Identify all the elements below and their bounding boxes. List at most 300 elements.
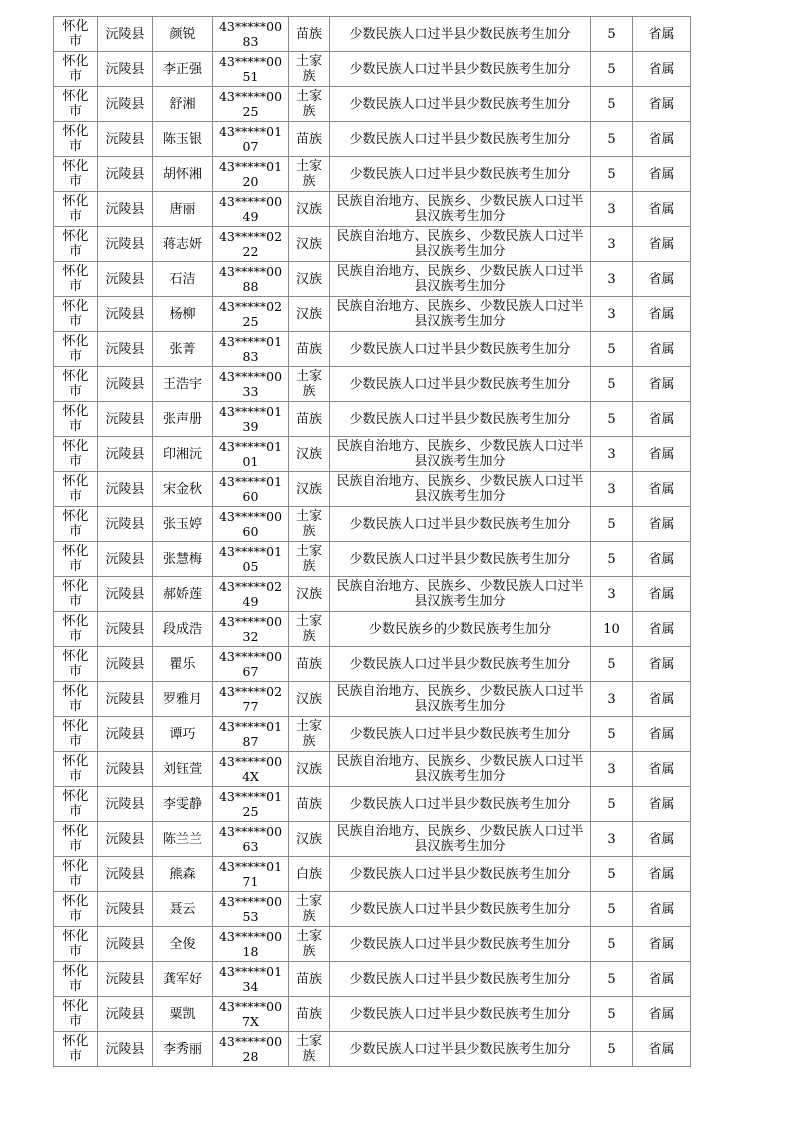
review-level-cell <box>633 332 691 367</box>
county-cell-text: 沅陵县 <box>105 936 145 952</box>
city-cell-text: 怀化市 <box>62 719 89 749</box>
county-cell <box>98 332 153 367</box>
id-number-cell-text: 43*****0134 <box>218 964 283 994</box>
ethnicity-cell-text: 土家族 <box>295 1034 322 1064</box>
name-cell <box>153 262 213 297</box>
ethnicity-cell <box>289 262 330 297</box>
county-cell-text: 沅陵县 <box>105 271 145 287</box>
bonus-points-cell <box>591 192 633 227</box>
ethnicity-cell-text: 土家族 <box>295 159 322 189</box>
bonus-reason-cell-text: 民族自治地方、民族乡、少数民族人口过半县汉族考生加分 <box>336 754 584 784</box>
bonus-reason-cell <box>330 577 591 612</box>
review-level-cell-text: 省属 <box>648 691 675 707</box>
city-cell-text: 怀化市 <box>62 789 89 819</box>
county-cell <box>98 857 153 892</box>
name-cell <box>153 577 213 612</box>
id-number-cell <box>213 122 289 157</box>
bonus-reason-cell-text: 民族自治地方、民族乡、少数民族人口过半县汉族考生加分 <box>336 194 584 224</box>
table-row <box>54 787 691 822</box>
review-level-cell-text: 省属 <box>648 516 675 532</box>
bonus-points-cell <box>591 577 633 612</box>
bonus-reason-cell-text: 民族自治地方、民族乡、少数民族人口过半县汉族考生加分 <box>336 439 584 469</box>
id-number-cell-text: 43*****0183 <box>218 334 283 364</box>
bonus-points-cell-text: 3 <box>607 761 616 777</box>
name-cell <box>153 927 213 962</box>
bonus-reason-cell <box>330 1032 591 1067</box>
city-cell <box>54 192 98 227</box>
city-cell <box>54 402 98 437</box>
review-level-cell <box>633 682 691 717</box>
table-row <box>54 87 691 122</box>
ethnicity-cell-text: 苗族 <box>295 131 322 147</box>
table-row <box>54 857 691 892</box>
city-cell-text: 怀化市 <box>62 54 89 84</box>
bonus-points-cell <box>591 122 633 157</box>
county-cell <box>98 402 153 437</box>
table-row <box>54 647 691 682</box>
bonus-points-cell-text: 5 <box>607 26 616 42</box>
table-row <box>54 297 691 332</box>
city-cell-text: 怀化市 <box>62 159 89 189</box>
name-cell-text: 胡怀湘 <box>162 166 202 182</box>
bonus-reason-cell <box>330 717 591 752</box>
id-number-cell <box>213 542 289 577</box>
bonus-reason-cell-text: 少数民族人口过半县少数民族考生加分 <box>349 26 571 42</box>
name-cell-text: 唐丽 <box>169 201 196 217</box>
county-cell <box>98 297 153 332</box>
ethnicity-cell-text: 土家族 <box>295 54 322 84</box>
review-level-cell-text: 省属 <box>648 306 675 322</box>
bonus-reason-cell <box>330 752 591 787</box>
id-number-cell <box>213 857 289 892</box>
county-cell <box>98 192 153 227</box>
bonus-points-cell-text: 5 <box>607 1006 616 1022</box>
ethnicity-cell-text: 汉族 <box>295 236 322 252</box>
ethnicity-cell-text: 土家族 <box>295 509 322 539</box>
county-cell <box>98 157 153 192</box>
bonus-points-cell-text: 5 <box>607 656 616 672</box>
bonus-reason-cell-text: 少数民族人口过半县少数民族考生加分 <box>349 341 571 357</box>
city-cell <box>54 857 98 892</box>
city-cell-text: 怀化市 <box>62 684 89 714</box>
bonus-reason-cell-text: 少数民族人口过半县少数民族考生加分 <box>349 726 571 742</box>
review-level-cell <box>633 472 691 507</box>
city-cell <box>54 507 98 542</box>
county-cell-text: 沅陵县 <box>105 131 145 147</box>
id-number-cell-text: 43*****0049 <box>218 194 283 224</box>
name-cell-text: 刘钰萱 <box>162 761 202 777</box>
id-number-cell <box>213 297 289 332</box>
review-level-cell-text: 省属 <box>648 796 675 812</box>
city-cell-text: 怀化市 <box>62 89 89 119</box>
county-cell-text: 沅陵县 <box>105 306 145 322</box>
city-cell-text: 怀化市 <box>62 229 89 259</box>
review-level-cell <box>633 157 691 192</box>
city-cell <box>54 752 98 787</box>
bonus-points-cell <box>591 612 633 647</box>
review-level-cell <box>633 227 691 262</box>
id-number-cell <box>213 892 289 927</box>
county-cell-text: 沅陵县 <box>105 481 145 497</box>
review-level-cell <box>633 122 691 157</box>
county-cell <box>98 647 153 682</box>
name-cell <box>153 507 213 542</box>
table-row <box>54 752 691 787</box>
county-cell-text: 沅陵县 <box>105 866 145 882</box>
bonus-reason-cell <box>330 227 591 262</box>
county-cell <box>98 682 153 717</box>
bonus-points-cell-text: 3 <box>607 831 616 847</box>
bonus-points-cell-text: 3 <box>607 271 616 287</box>
city-cell-text: 怀化市 <box>62 999 89 1029</box>
ethnicity-cell-text: 汉族 <box>295 306 322 322</box>
ethnicity-cell <box>289 157 330 192</box>
name-cell-text: 全俊 <box>169 936 196 952</box>
bonus-reason-cell-text: 民族自治地方、民族乡、少数民族人口过半县汉族考生加分 <box>336 684 584 714</box>
review-level-cell-text: 省属 <box>648 726 675 742</box>
bonus-reason-cell-text: 少数民族人口过半县少数民族考生加分 <box>349 411 571 427</box>
name-cell-text: 陈兰兰 <box>162 831 202 847</box>
review-level-cell-text: 省属 <box>648 446 675 462</box>
bonus-points-cell-text: 5 <box>607 866 616 882</box>
bonus-points-cell <box>591 52 633 87</box>
review-level-cell-text: 省属 <box>648 1006 675 1022</box>
review-level-cell <box>633 647 691 682</box>
county-cell-text: 沅陵县 <box>105 96 145 112</box>
id-number-cell-text: 43*****0060 <box>218 509 283 539</box>
review-level-cell <box>633 962 691 997</box>
bonus-points-cell-text: 3 <box>607 306 616 322</box>
review-level-cell <box>633 402 691 437</box>
bonus-points-cell <box>591 402 633 437</box>
city-cell-text: 怀化市 <box>62 754 89 784</box>
review-level-cell <box>633 297 691 332</box>
review-level-cell <box>633 437 691 472</box>
name-cell-text: 李秀丽 <box>162 1041 202 1057</box>
county-cell-text: 沅陵县 <box>105 831 145 847</box>
ethnicity-cell-text: 土家族 <box>295 89 322 119</box>
ethnicity-cell-text: 苗族 <box>295 1006 322 1022</box>
bonus-points-cell <box>591 647 633 682</box>
county-cell <box>98 612 153 647</box>
bonus-points-cell <box>591 857 633 892</box>
bonus-points-cell <box>591 717 633 752</box>
bonus-reason-cell <box>330 612 591 647</box>
county-cell-text: 沅陵县 <box>105 901 145 917</box>
name-cell <box>153 892 213 927</box>
city-cell <box>54 157 98 192</box>
id-number-cell-text: 43*****0028 <box>218 1034 283 1064</box>
review-level-cell <box>633 612 691 647</box>
ethnicity-cell <box>289 367 330 402</box>
name-cell <box>153 17 213 52</box>
review-level-cell-text: 省属 <box>648 656 675 672</box>
city-cell-text: 怀化市 <box>62 649 89 679</box>
table-row <box>54 437 691 472</box>
review-level-cell <box>633 192 691 227</box>
id-number-cell-text: 43*****0120 <box>218 159 283 189</box>
id-number-cell <box>213 262 289 297</box>
bonus-reason-cell-text: 民族自治地方、民族乡、少数民族人口过半县汉族考生加分 <box>336 229 584 259</box>
bonus-reason-cell-text: 少数民族人口过半县少数民族考生加分 <box>349 166 571 182</box>
name-cell <box>153 437 213 472</box>
county-cell <box>98 752 153 787</box>
bonus-reason-cell <box>330 787 591 822</box>
review-level-cell <box>633 87 691 122</box>
county-cell-text: 沅陵县 <box>105 1041 145 1057</box>
city-cell-text: 怀化市 <box>62 474 89 504</box>
name-cell-text: 蒋志妍 <box>162 236 202 252</box>
table-row <box>54 262 691 297</box>
county-cell <box>98 717 153 752</box>
bonus-points-cell <box>591 262 633 297</box>
name-cell-text: 张菁 <box>169 341 196 357</box>
id-number-cell-text: 43*****0105 <box>218 544 283 574</box>
name-cell-text: 张玉婷 <box>162 516 202 532</box>
bonus-points-cell-text: 5 <box>607 551 616 567</box>
city-cell <box>54 927 98 962</box>
id-number-cell-text: 43*****0171 <box>218 859 283 889</box>
name-cell-text: 宋金秋 <box>162 481 202 497</box>
city-cell <box>54 367 98 402</box>
bonus-reason-cell-text: 少数民族人口过半县少数民族考生加分 <box>349 866 571 882</box>
name-cell <box>153 122 213 157</box>
city-cell <box>54 997 98 1032</box>
bonus-points-cell <box>591 787 633 822</box>
ethnicity-cell <box>289 402 330 437</box>
county-cell <box>98 437 153 472</box>
bonus-reason-cell <box>330 472 591 507</box>
review-level-cell-text: 省属 <box>648 201 675 217</box>
bonus-points-cell-text: 3 <box>607 586 616 602</box>
bonus-points-cell <box>591 332 633 367</box>
city-cell <box>54 52 98 87</box>
id-number-cell-text: 43*****0025 <box>218 89 283 119</box>
bonus-points-cell <box>591 892 633 927</box>
bonus-points-cell <box>591 87 633 122</box>
id-number-cell-text: 43*****0139 <box>218 404 283 434</box>
id-number-cell-text: 43*****0249 <box>218 579 283 609</box>
name-cell <box>153 682 213 717</box>
name-cell <box>153 227 213 262</box>
ethnicity-cell-text: 汉族 <box>295 691 322 707</box>
county-cell <box>98 787 153 822</box>
ethnicity-cell <box>289 822 330 857</box>
id-number-cell <box>213 507 289 542</box>
name-cell-text: 李正强 <box>162 61 202 77</box>
bonus-points-cell <box>591 927 633 962</box>
ethnicity-cell <box>289 227 330 262</box>
id-number-cell <box>213 1032 289 1067</box>
name-cell <box>153 87 213 122</box>
ethnicity-cell <box>289 17 330 52</box>
id-number-cell <box>213 367 289 402</box>
bonus-points-cell-text: 5 <box>607 166 616 182</box>
table-row <box>54 1032 691 1067</box>
review-level-cell <box>633 507 691 542</box>
table-row <box>54 927 691 962</box>
ethnicity-cell <box>289 297 330 332</box>
ethnicity-cell-text: 土家族 <box>295 894 322 924</box>
name-cell <box>153 857 213 892</box>
review-level-cell-text: 省属 <box>648 411 675 427</box>
city-cell-text: 怀化市 <box>62 19 89 49</box>
ethnicity-cell-text: 苗族 <box>295 796 322 812</box>
review-level-cell-text: 省属 <box>648 831 675 847</box>
review-level-cell <box>633 262 691 297</box>
county-cell <box>98 997 153 1032</box>
ethnicity-cell <box>289 682 330 717</box>
city-cell-text: 怀化市 <box>62 334 89 364</box>
bonus-reason-cell <box>330 367 591 402</box>
review-level-cell-text: 省属 <box>648 586 675 602</box>
bonus-points-cell <box>591 157 633 192</box>
bonus-points-cell <box>591 17 633 52</box>
bonus-points-cell-text: 5 <box>607 411 616 427</box>
bonus-points-cell-text: 10 <box>603 621 620 637</box>
city-cell <box>54 1032 98 1067</box>
bonus-reason-cell-text: 少数民族人口过半县少数民族考生加分 <box>349 971 571 987</box>
name-cell-text: 熊森 <box>169 866 196 882</box>
bonus-points-cell-text: 5 <box>607 901 616 917</box>
ethnicity-cell <box>289 437 330 472</box>
table-row <box>54 402 691 437</box>
review-level-cell-text: 省属 <box>648 236 675 252</box>
ethnicity-cell-text: 汉族 <box>295 446 322 462</box>
name-cell-text: 张慧梅 <box>162 551 202 567</box>
table-row <box>54 997 691 1032</box>
id-number-cell-text: 43*****0125 <box>218 789 283 819</box>
name-cell-text: 郝娇莲 <box>162 586 202 602</box>
name-cell <box>153 822 213 857</box>
county-cell <box>98 542 153 577</box>
review-level-cell-text: 省属 <box>648 1041 675 1057</box>
city-cell-text: 怀化市 <box>62 859 89 889</box>
review-level-cell <box>633 367 691 402</box>
bonus-points-cell-text: 3 <box>607 446 616 462</box>
review-level-cell <box>633 52 691 87</box>
name-cell-text: 石洁 <box>169 271 196 287</box>
review-level-cell-text: 省属 <box>648 621 675 637</box>
name-cell <box>153 542 213 577</box>
city-cell-text: 怀化市 <box>62 579 89 609</box>
id-number-cell-text: 43*****0051 <box>218 54 283 84</box>
county-cell-text: 沅陵县 <box>105 236 145 252</box>
bonus-reason-cell <box>330 52 591 87</box>
bonus-points-cell-text: 5 <box>607 971 616 987</box>
city-cell <box>54 122 98 157</box>
county-cell-text: 沅陵县 <box>105 446 145 462</box>
ethnicity-cell <box>289 507 330 542</box>
name-cell-text: 谭巧 <box>169 726 196 742</box>
county-cell <box>98 577 153 612</box>
bonus-points-cell-text: 5 <box>607 96 616 112</box>
county-cell-text: 沅陵县 <box>105 61 145 77</box>
county-cell <box>98 227 153 262</box>
bonus-reason-cell-text: 少数民族人口过半县少数民族考生加分 <box>349 1006 571 1022</box>
bonus-points-cell <box>591 542 633 577</box>
county-cell <box>98 262 153 297</box>
bonus-reason-cell <box>330 962 591 997</box>
id-number-cell-text: 43*****0067 <box>218 649 283 679</box>
table-row <box>54 192 691 227</box>
ethnicity-cell <box>289 122 330 157</box>
city-cell <box>54 822 98 857</box>
ethnicity-cell <box>289 52 330 87</box>
county-cell-text: 沅陵县 <box>105 971 145 987</box>
bonus-reason-cell <box>330 647 591 682</box>
id-number-cell <box>213 437 289 472</box>
review-level-cell-text: 省属 <box>648 26 675 42</box>
id-number-cell <box>213 787 289 822</box>
review-level-cell <box>633 17 691 52</box>
city-cell-text: 怀化市 <box>62 439 89 469</box>
ethnicity-cell <box>289 472 330 507</box>
bonus-reason-cell <box>330 857 591 892</box>
county-cell-text: 沅陵县 <box>105 341 145 357</box>
id-number-cell-text: 43*****0053 <box>218 894 283 924</box>
city-cell-text: 怀化市 <box>62 1034 89 1064</box>
bonus-reason-cell-text: 民族自治地方、民族乡、少数民族人口过半县汉族考生加分 <box>336 299 584 329</box>
bonus-reason-cell-text: 少数民族人口过半县少数民族考生加分 <box>349 936 571 952</box>
county-cell-text: 沅陵县 <box>105 796 145 812</box>
county-cell-text: 沅陵县 <box>105 26 145 42</box>
name-cell-text: 龚军好 <box>162 971 202 987</box>
table-row <box>54 367 691 402</box>
bonus-reason-cell-text: 少数民族人口过半县少数民族考生加分 <box>349 1041 571 1057</box>
name-cell <box>153 997 213 1032</box>
ethnicity-cell <box>289 857 330 892</box>
county-cell <box>98 17 153 52</box>
city-cell <box>54 682 98 717</box>
ethnicity-cell <box>289 87 330 122</box>
county-cell <box>98 822 153 857</box>
id-number-cell-text: 43*****0277 <box>218 684 283 714</box>
name-cell <box>153 472 213 507</box>
name-cell-text: 杨柳 <box>169 306 196 322</box>
name-cell-text: 李雯静 <box>162 796 202 812</box>
review-level-cell <box>633 927 691 962</box>
review-level-cell <box>633 717 691 752</box>
ethnicity-cell <box>289 787 330 822</box>
county-cell <box>98 892 153 927</box>
city-cell <box>54 227 98 262</box>
ethnicity-cell <box>289 717 330 752</box>
city-cell-text: 怀化市 <box>62 509 89 539</box>
city-cell-text: 怀化市 <box>62 929 89 959</box>
review-level-cell <box>633 542 691 577</box>
table-row <box>54 332 691 367</box>
city-cell-text: 怀化市 <box>62 614 89 644</box>
bonus-reason-cell-text: 民族自治地方、民族乡、少数民族人口过半县汉族考生加分 <box>336 474 584 504</box>
county-cell-text: 沅陵县 <box>105 201 145 217</box>
bonus-points-cell <box>591 472 633 507</box>
bonus-points-cell <box>591 437 633 472</box>
bonus-reason-cell-text: 少数民族乡的少数民族考生加分 <box>368 621 551 637</box>
bonus-reason-cell <box>330 297 591 332</box>
id-number-cell <box>213 227 289 262</box>
city-cell <box>54 262 98 297</box>
review-level-cell-text: 省属 <box>648 96 675 112</box>
name-cell <box>153 402 213 437</box>
ethnicity-cell <box>289 927 330 962</box>
city-cell <box>54 717 98 752</box>
table-row <box>54 227 691 262</box>
county-cell-text: 沅陵县 <box>105 551 145 567</box>
id-number-cell <box>213 997 289 1032</box>
id-number-cell <box>213 822 289 857</box>
county-cell <box>98 52 153 87</box>
